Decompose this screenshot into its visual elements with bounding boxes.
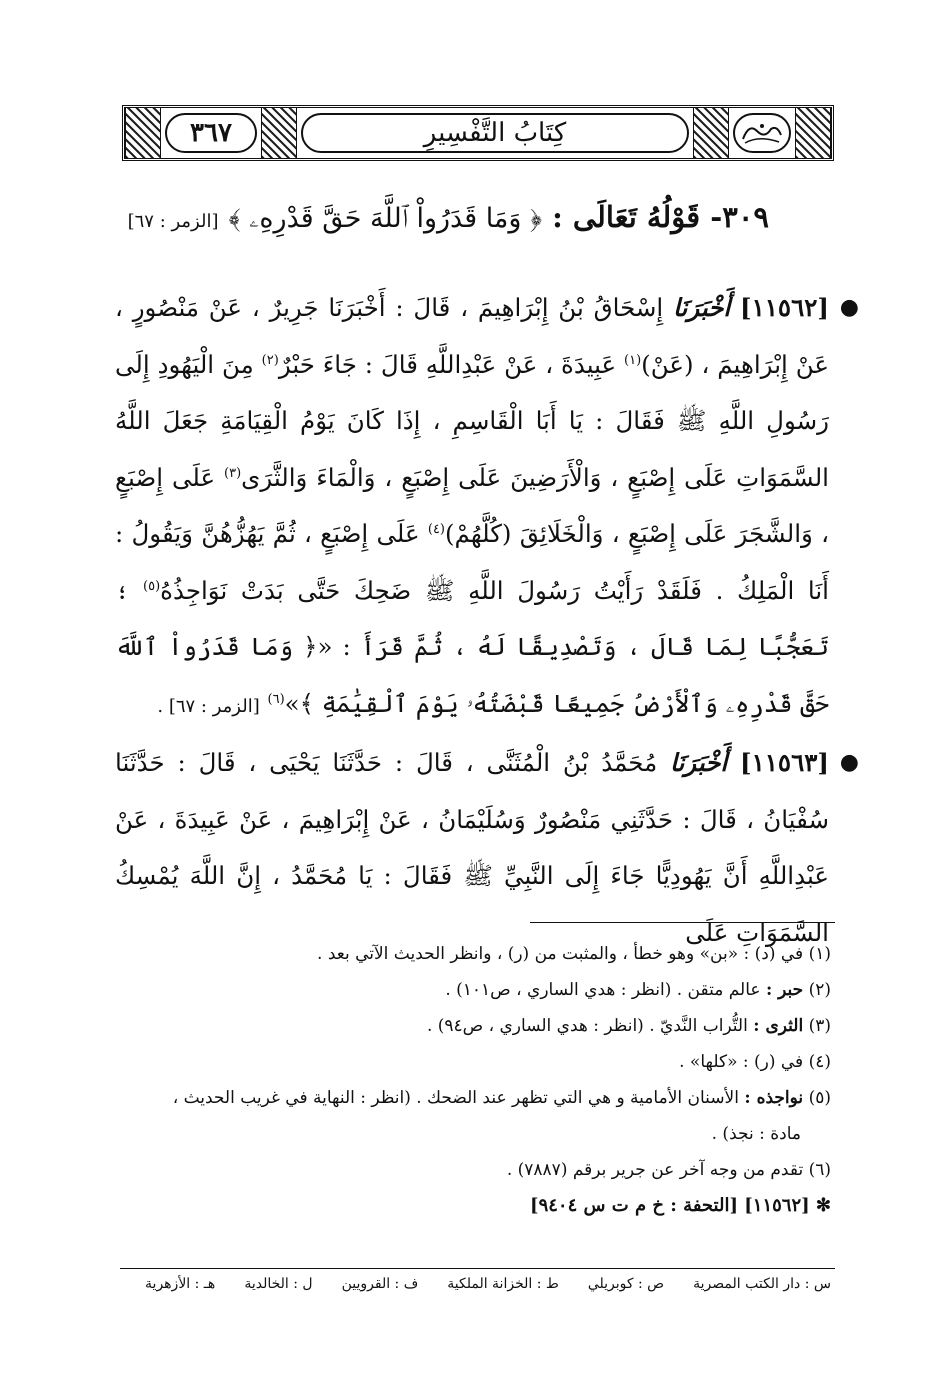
source-item: ل : الخالدية <box>244 1276 313 1292</box>
footnote-text: عالم متقن . (انظر : هدي الساري ، ص١٠١) . <box>445 980 761 1000</box>
ornament-right <box>795 108 831 158</box>
section-title <box>127 200 769 235</box>
ornament-mid-left <box>261 108 297 158</box>
footnote-number: (٣) <box>808 1016 831 1036</box>
footnote-3 <box>116 1008 831 1044</box>
footnote-ref: (١) <box>624 352 642 368</box>
ornament-left <box>125 108 161 158</box>
source-item: ص : كوبريلي <box>587 1276 665 1292</box>
bullet-icon: ● <box>839 295 859 320</box>
hadith-text: إِسْحَاقُ بْنُ إِبْرَاهِيمَ ، قَالَ : أَخْبَرَنَا جَرِيرٌ ، عَنْ مَنْصُورٍ ، عَنْ إِبْرَاهِيمَ ، (عَنْ) <box>115 293 829 379</box>
footnote-ref: (٤) <box>427 521 445 537</box>
footnote-4: (٤) في (ر) : «كلها» . <box>679 1052 831 1072</box>
footnote-ref: (٢) <box>261 352 279 368</box>
tuhfa-reference: ✻ [١١٥٦٢] [التحفة : خ م ت س ٩٤٠٤] <box>530 1195 831 1216</box>
footnote-term: الثرى : <box>753 1016 804 1036</box>
footnote-ref: (٣) <box>224 465 242 481</box>
source-item: هـ : الأزهرية <box>145 1276 216 1292</box>
manuscript-sources <box>116 1272 831 1296</box>
footnote-1: (١) في (د) : «بن» وهو خطأ ، والمثبت من (ر) ، وانظر الحديث الآتي بعد . <box>317 944 831 964</box>
hadith-block <box>115 280 859 735</box>
footnote-5 <box>116 1080 831 1116</box>
hadith-opening: أَخْبَرَنَا <box>670 748 728 777</box>
footnotes <box>116 936 831 1224</box>
page-header <box>122 105 834 161</box>
footnote-number: (٥) <box>808 1088 831 1108</box>
source-item: س : دار الكتب المصرية <box>693 1276 831 1292</box>
hadith-block <box>115 735 859 961</box>
bullet-icon: ● <box>839 750 859 775</box>
footnote-divider <box>530 922 835 923</box>
section-number: ٣٠٩- <box>710 200 769 234</box>
calligraphy-logo-icon <box>737 117 787 149</box>
footnote-6: (٦) تقدم من وجه آخر عن جرير برقم (٧٨٨٧) . <box>506 1160 831 1180</box>
footnote-ref: (٦) <box>267 691 285 707</box>
hadith-text: ؛ تَعَجُّبًا لِمَا قَالَ ، وَتَصْدِيقًا لَهُ ، ثُمَّ قَرَأَ : «﴿ وَمَا قَدَرُواْ ٱللَّهَ حَقَّ قَدْرِهِۦ وَٱلْأَرْضُ جَمِيعًا قَبْضَتُهُۥ يَوْمَ ٱلْقِيَٰمَةِ ﴾» <box>115 575 829 718</box>
hadith-text: عَبِيدَةَ ، عَنْ عَبْدِاللَّهِ قَالَ : جَاءَ حَبْرٌ <box>278 349 617 379</box>
page-number: ٣٦٧ <box>165 113 257 153</box>
footnote-text: الأسنان الأمامية و هي التي تظهر عند الضحك . (انظر : النهاية في غريب الحديث ، <box>172 1088 739 1108</box>
footnote-5-continued: مادة : نجذ) . <box>711 1124 801 1144</box>
section-heading: قَوْلُهُ تَعَالَى : <box>552 200 701 234</box>
ornament-mid-right <box>693 108 729 158</box>
verse-reference: [الزمر : ٦٧] . <box>157 695 260 717</box>
source-item: ط : الخزانة الملكية <box>447 1276 559 1292</box>
footnote-number: (٢) <box>808 980 831 1000</box>
hadith-number: [١١٥٦٢] <box>740 293 829 322</box>
footnote-term: حبر : <box>765 980 804 1000</box>
hadith-text: مُحَمَّدُ بْنُ الْمُثَنَّى ، قَالَ : حَدَّثَنَا يَحْيَى ، قَالَ : حَدَّثَنَا سُفْيَانُ ، قَالَ : حَدَّثَنِي مَنْصُورٌ وَسُلَيْمَانُ ، عَنْ إِبْرَاهِيمَ ، عَنْ عَبِيدَةَ ، عَنْ عَبْدِاللَّهِ أَنَّ يَهُودِيًّا جَاءَ إِلَى النَّبِيِّ ﷺ فَقَالَ : يَا مُحَمَّدُ ، إِنَّ اللَّهَ يُمْسِكُ السَّمَوَاتِ عَلَى <box>115 748 829 947</box>
sources-divider <box>120 1268 835 1269</box>
hadith-text: مِنَ الْيَهُودِ إِلَى رَسُولِ اللَّهِ ﷺ فَقَالَ : يَا أَبَا الْقَاسِمِ ، إِذَا كَانَ يَوْمُ الْقِيَامَةِ جَعَلَ اللَّهُ السَّمَوَاتِ عَلَى إِصْبَعٍ ، وَالْأَرَضِينَ عَلَى إِصْبَعٍ ، وَالْمَاءَ وَالثَّرَى <box>115 349 829 492</box>
hadith-number: [١١٥٦٣] <box>740 748 829 777</box>
footnote-term: نواجذه : <box>744 1088 804 1108</box>
footnote-text: التُّراب النَّديّ . (انظر : هدي الساري ، ص٩٤) . <box>426 1016 748 1036</box>
footnote-2 <box>116 972 831 1008</box>
logo-seal-icon <box>733 113 791 153</box>
hadith-text: عَلَى إِصْبَعٍ ، وَالشَّجَرَ عَلَى إِصْبَعٍ ، وَالْخَلَائِقَ (كُلَّهُمْ) <box>115 462 829 548</box>
source-item: ف : القرويين <box>341 1276 419 1292</box>
book-title: كِتَابُ التَّفْسِيرِ <box>301 113 689 153</box>
section-verse-reference: [الزمر : ٦٧] <box>127 211 219 232</box>
section-verse: ﴿ وَمَا قَدَرُواْ ٱللَّهَ حَقَّ قَدْرِهِۦ ﴾ <box>228 203 542 234</box>
hadith-opening: أَخْبَرَنَا <box>673 293 731 322</box>
footnote-ref: (٥) <box>143 578 161 594</box>
hadith-text: عَلَى إِصْبَعٍ ، ثُمَّ يَهُزُّهُنَّ وَيَقُولُ : أَنَا الْمَلِكُ . فَلَقَدْ رَأَيْتُ رَسُولَ اللَّهِ ﷺ ضَحِكَ حَتَّى بَدَتْ نَوَاجِذُهُ <box>115 519 829 605</box>
